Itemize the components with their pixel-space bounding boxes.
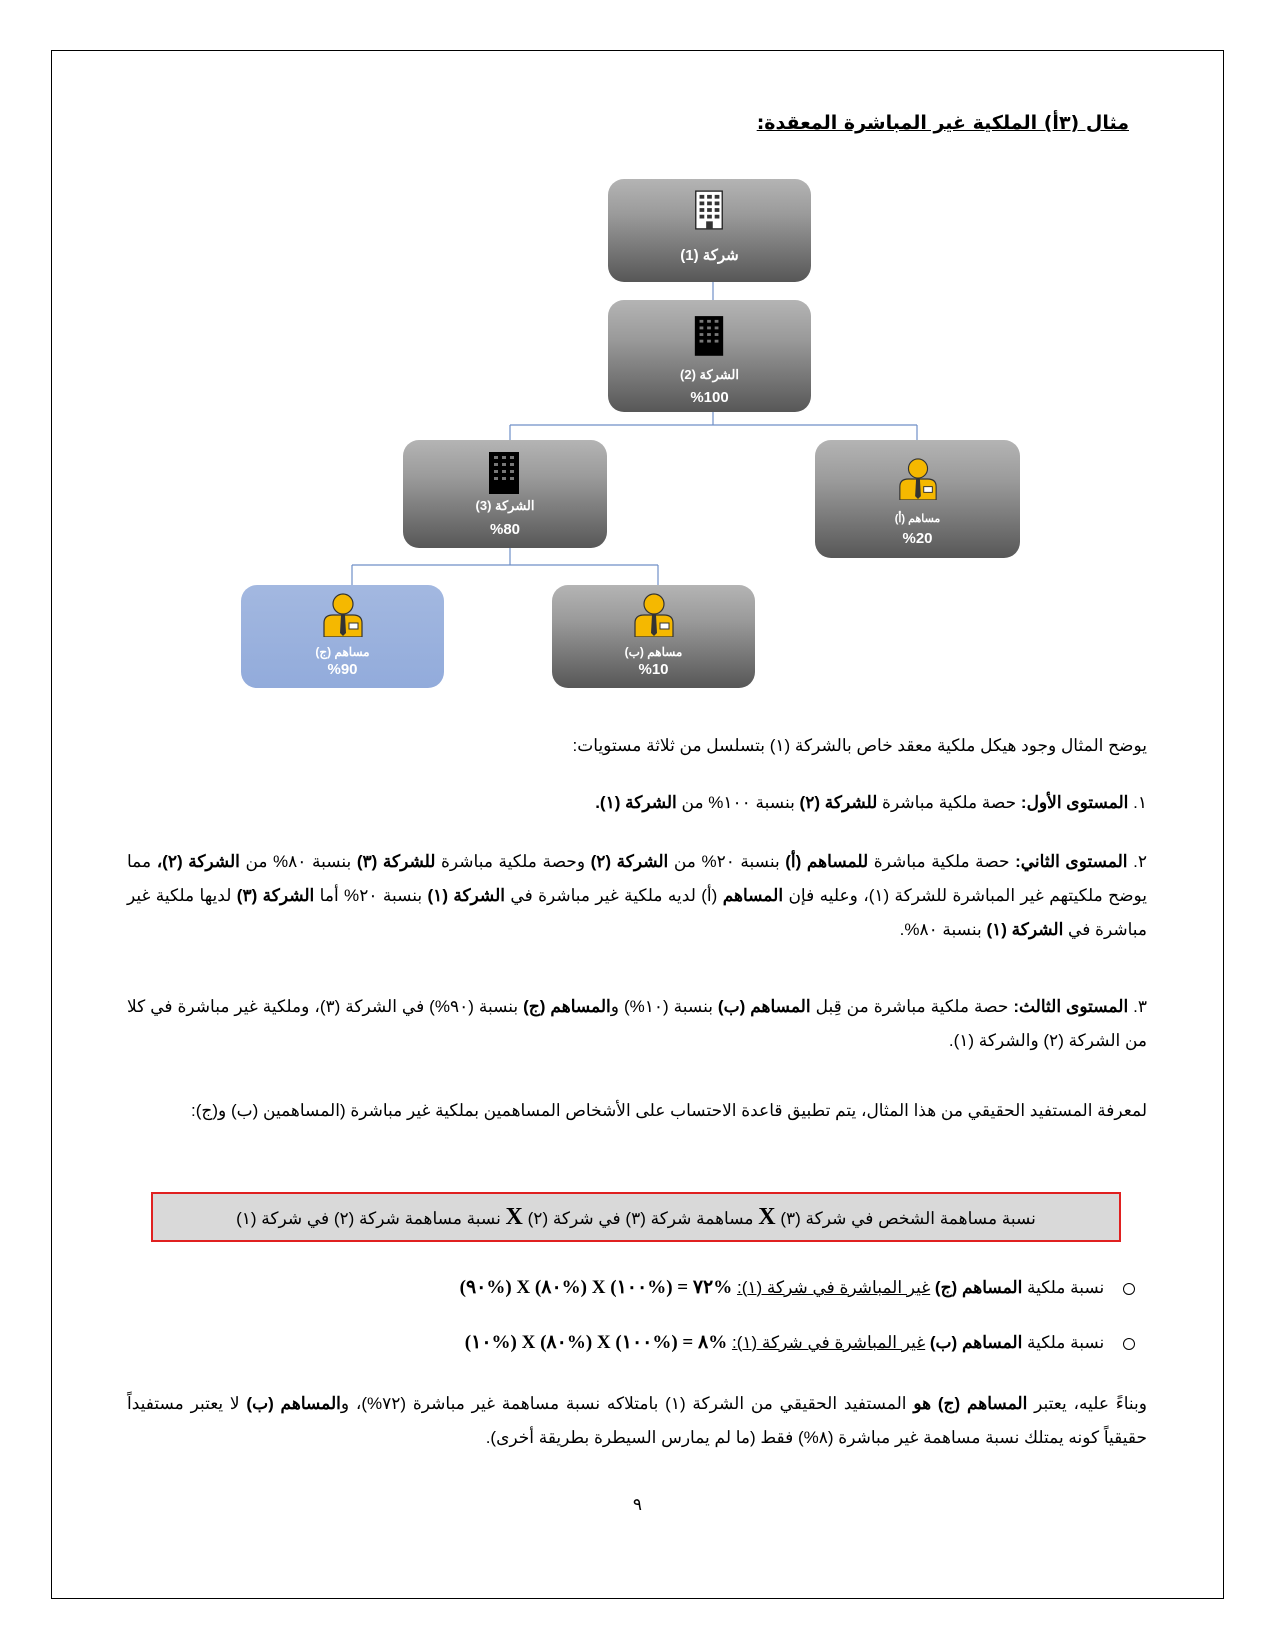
level-bold: الشركة (١) xyxy=(427,886,506,905)
level-text: (أ) لديه ملكية غير مباشرة في xyxy=(510,886,718,905)
level-bold: المساهم (ب) xyxy=(717,997,811,1016)
level-bold: الشركة (١). xyxy=(595,793,677,812)
node-percent: %10 xyxy=(638,661,669,678)
node-company-1 xyxy=(608,179,811,282)
bullet-equation: (٩٠%) X (٨٠%) X (١٠٠%) = ٧٢% xyxy=(459,1277,733,1298)
conclusion-paragraph xyxy=(127,1387,1147,1455)
node-company-2 xyxy=(608,300,811,412)
conclusion-text: المستفيد الحقيقي من الشركة (١) بامتلاكه نسبة مساهمة غير مباشرة (٧٢%)، و xyxy=(340,1394,907,1413)
node-percent: %100 xyxy=(690,389,729,406)
level-bold: للشركة (٣) xyxy=(356,852,436,871)
level-number: ٢. xyxy=(1133,852,1147,871)
node-shareholder-a xyxy=(815,440,1020,558)
level-text: بنسبة ١٠٠% من xyxy=(681,793,795,812)
level-text: لديها ملكية غير مباشرة في xyxy=(127,886,1147,939)
bullet-circle-icon xyxy=(1123,1283,1135,1295)
node-percent: %20 xyxy=(902,530,933,547)
formula-part: نسبة مساهمة الشخص في شركة (٣) xyxy=(780,1209,1036,1228)
level-number: ٣. xyxy=(1133,997,1148,1016)
conclusion-text: وبناءً عليه، يعتبر xyxy=(1034,1394,1148,1413)
method-paragraph: لمعرفة المستفيد الحقيقي من هذا المثال، يتم تطبيق قاعدة الاحتساب على الأشخاص المساهمين بملكية غير مباشرة (المساهمين (ب) و(ج): xyxy=(191,1101,1147,1120)
level-title: المستوى الأول: xyxy=(1020,793,1129,812)
level-bold: المساهم xyxy=(722,886,784,905)
level-title: المستوى الثالث: xyxy=(1013,997,1129,1016)
level-bold: الشركة (٣) xyxy=(236,886,315,905)
node-label: مساهم (أ) xyxy=(894,513,941,525)
bullet-text: نسبة ملكية xyxy=(1027,1278,1105,1297)
node-percent: %80 xyxy=(489,521,521,538)
multiply-symbol: X xyxy=(758,1204,776,1230)
level-text: بنسبة ٢٠% من xyxy=(673,852,780,871)
conclusion-text: لا يعتبر مستفيداً حقيقياً كونه يمتلك نسبة مساهمة غير مباشرة (٨%) فقط (ما لم يمارس السيطرة بطريقة أخرى). xyxy=(127,1394,1147,1447)
level-bold: الشركة (١) xyxy=(986,920,1064,939)
formula-part: نسبة مساهمة شركة (٢) في شركة (١) xyxy=(236,1209,501,1228)
level-text: بنسبة ٨٠% من xyxy=(245,852,352,871)
level-2-item xyxy=(127,845,1147,947)
level-bold: الشركة (٢)، xyxy=(156,852,240,871)
level-bold: المساهم (ج) xyxy=(523,997,611,1016)
level-text: حصة ملكية مباشرة xyxy=(873,852,1010,871)
level-text: بنسبة (١٠%) و xyxy=(610,997,713,1016)
bullet-bold: المساهم (ب) xyxy=(929,1333,1023,1352)
bullet-text: نسبة ملكية xyxy=(1027,1333,1105,1352)
bullet-circle-icon xyxy=(1123,1338,1135,1350)
node-label: مساهم (ب) xyxy=(624,645,683,659)
person-icon xyxy=(321,593,365,637)
level-1-item xyxy=(127,786,1147,820)
node-shareholder-c xyxy=(241,585,444,688)
building-outline-icon xyxy=(692,189,726,231)
example-heading: مثال (٣أ) الملكية غير المباشرة المعقدة: xyxy=(756,112,1129,134)
level-text: حصة ملكية مباشرة xyxy=(882,793,1017,812)
person-icon xyxy=(632,593,676,637)
person-icon xyxy=(897,458,939,500)
level-bold: للمساهم (أ) xyxy=(785,852,869,871)
level-text: وحصة ملكية مباشرة xyxy=(441,852,586,871)
node-label: الشركة (3) xyxy=(475,498,535,513)
bullet-bold: المساهم (ج) xyxy=(934,1278,1023,1297)
conclusion-bold: المساهم (ج) هو xyxy=(913,1394,1028,1413)
level-bold: الشركة (٢) xyxy=(590,852,669,871)
formula-box xyxy=(151,1192,1121,1242)
node-shareholder-b xyxy=(552,585,755,688)
level-text: بنسبة ٨٠%. xyxy=(899,920,982,939)
conclusion-bold: المساهم (ب) xyxy=(246,1394,341,1413)
formula-part: مساهمة شركة (٣) في شركة (٢) xyxy=(527,1209,754,1228)
bullet-equation: (١٠%) X (٨٠%) X (١٠٠%) = ٨% xyxy=(464,1332,728,1353)
bullet-underlined: غير المباشرة في شركة (١): xyxy=(731,1333,926,1352)
node-company-3 xyxy=(403,440,607,548)
calculation-bullet-c xyxy=(460,1276,1135,1299)
node-label: الشركة (2) xyxy=(679,367,740,382)
node-label: مساهم (ج) xyxy=(315,645,370,659)
bullet-underlined: غير المباشرة في شركة (١): xyxy=(737,1278,931,1297)
level-text: حصة ملكية مباشرة من قِبل xyxy=(815,997,1009,1016)
level-bold: للشركة (٢) xyxy=(799,793,878,812)
page-number: ٩ xyxy=(632,1495,643,1514)
level-text: مما يوضح ملكيتهم غير المباشرة للشركة (١)، وعليه فإن xyxy=(127,852,1148,905)
node-percent: %90 xyxy=(327,661,358,678)
level-number: ١. xyxy=(1133,793,1147,812)
node-label: شركة (1) xyxy=(680,247,739,264)
building-black-icon xyxy=(486,450,522,494)
multiply-symbol: X xyxy=(505,1204,523,1230)
building-black-icon xyxy=(692,314,726,356)
level-3-item xyxy=(127,990,1147,1058)
intro-paragraph: يوضح المثال وجود هيكل ملكية معقد خاص بالشركة (١) بتسلسل من ثلاثة مستويات: xyxy=(572,736,1147,755)
calculation-bullet-b xyxy=(465,1331,1135,1354)
level-text: بنسبة ٢٠% أما xyxy=(319,886,423,905)
level-text: بنسبة (٩٠%) في الشركة (٣)، وملكية غير مباشرة في كلا من الشركة (٢) والشركة (١). xyxy=(127,997,1147,1050)
level-title: المستوى الثاني: xyxy=(1015,852,1128,871)
